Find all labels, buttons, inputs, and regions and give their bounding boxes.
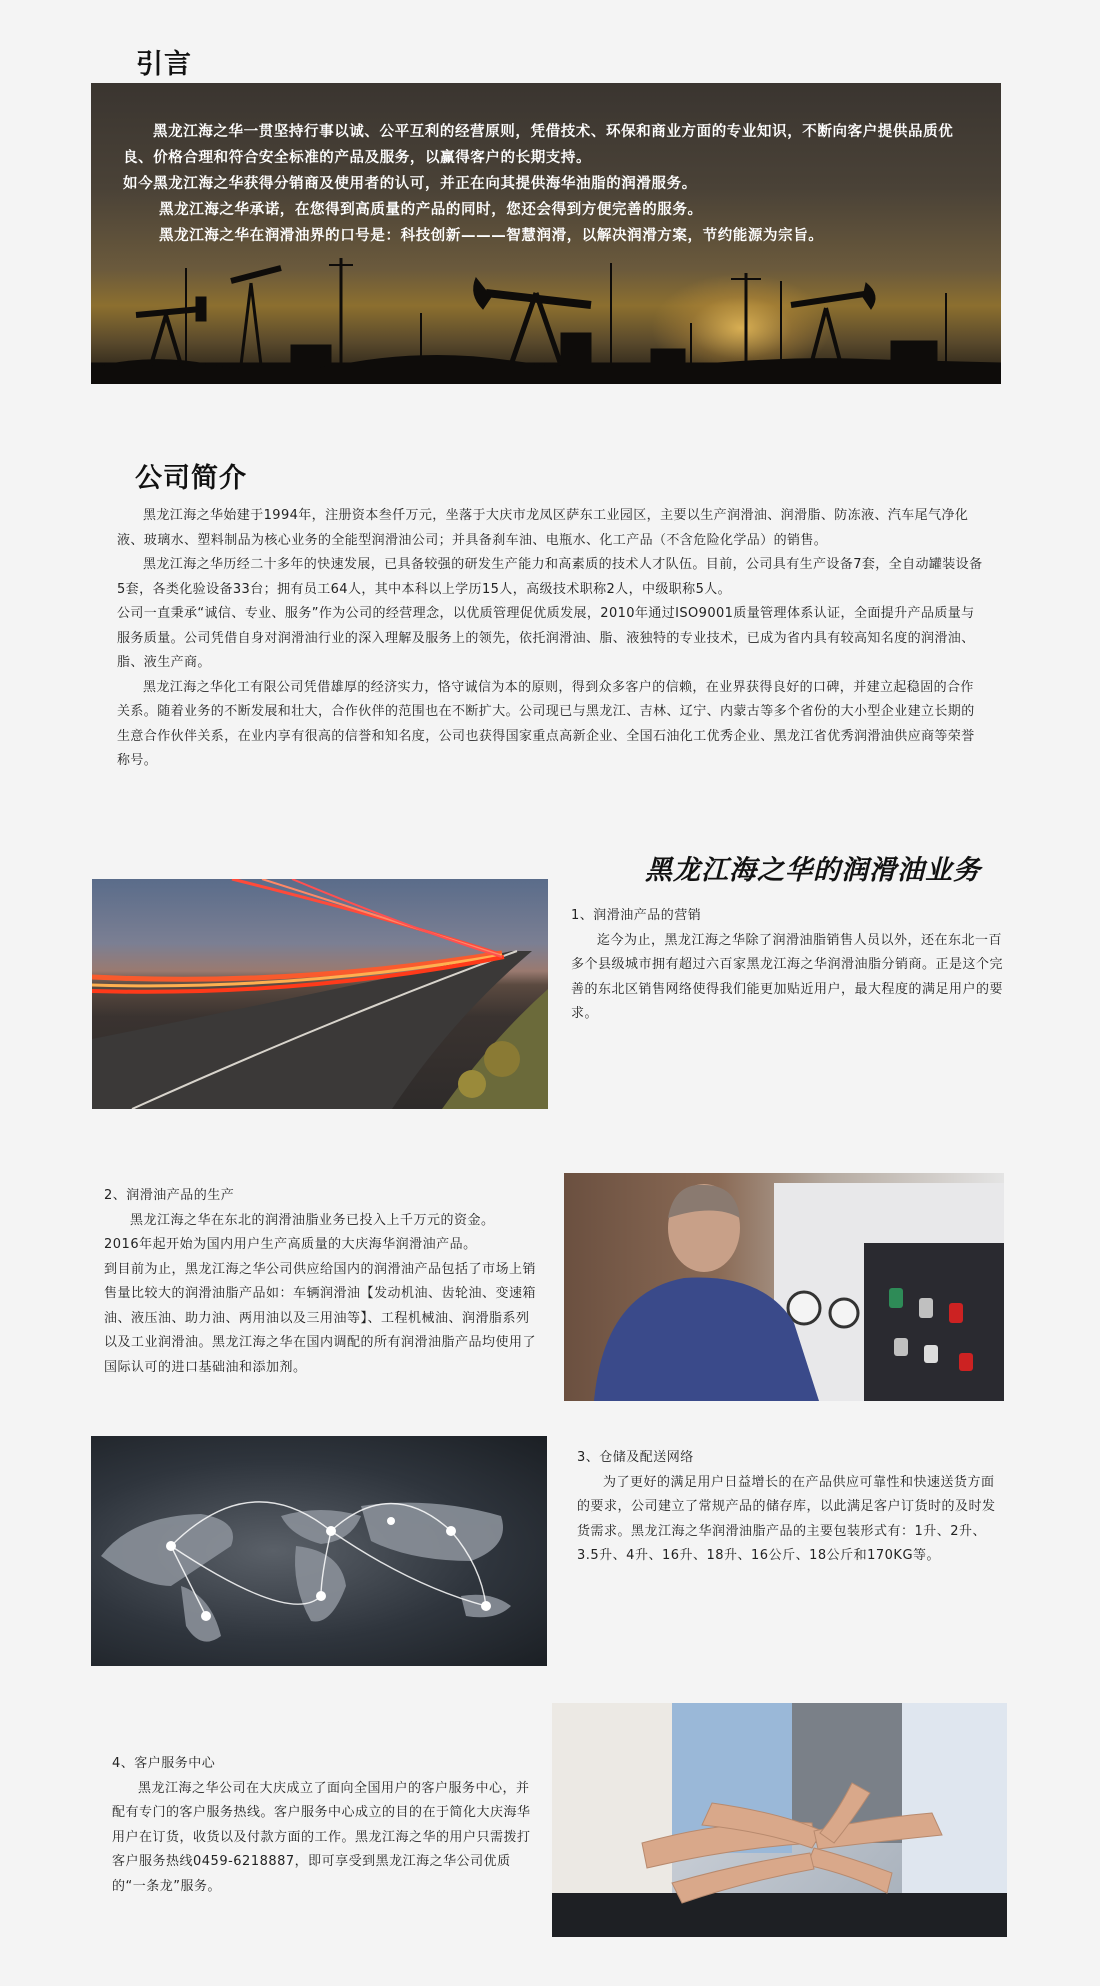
team-hands-image <box>552 1703 1007 1937</box>
profile-paragraph: 公司一直秉承“诚信、专业、服务”作为公司的经营理念，以优质管理促优质发展，2010年通过ISO9001质量管理体系认证，全面提升产品质量与服务质量。公司凭借自身对润滑油行业的深入理解及服务上的领先，依托润滑油、脂、液独特的专业技术，已成为省内具有较高知名度的润滑油、脂、液生产商。 <box>117 606 975 670</box>
business-item-warehousing <box>577 1446 1007 1569</box>
profile-paragraph: 黑龙江海之华化工有限公司凭借雄厚的经济实力，恪守诚信为本的原则，得到众多客户的信赖，在业界获得良好的口碑，并建立起稳固的合作关系。随着业务的不断发展和壮大，合作伙伴的范围也在不断扩大。公司现已与黑龙江、吉林、辽宁、内蒙古等多个省份的大小型企业建立长期的生意合作伙伴关系，在业内享有很高的信誉和知名度，公司也获得国家重点高新企业、全国石油化工优秀企业、黑龙江省优秀润滑油供应商等荣誉称号。 <box>117 679 975 768</box>
profile-heading: 公司简介 <box>135 463 247 494</box>
technician-image <box>564 1173 1004 1401</box>
profile-paragraph: 黑龙江海之华历经二十多年的快速发展，已具备较强的研发生产能力和高素质的技术人才队伍。目前，公司具有生产设备7套，全自动罐装设备5套，各类化验设备33台；拥有员工64人，其中本科以上学历15人，高级技术职称2人，中级职称5人。 <box>117 557 983 597</box>
business-item-marketing <box>571 904 1003 1027</box>
business-item-body: 黑龙江海之华在东北的润滑油脂业务已投入上千万元的资金。 <box>130 1212 495 1228</box>
business-item-title: 3、仓储及配送网络 <box>577 1450 694 1465</box>
world-network-map-image <box>91 1436 547 1666</box>
intro-banner <box>91 83 1001 384</box>
business-item-customer-service <box>112 1752 542 1899</box>
business-item-body: 为了更好的满足用户日益增长的在产品供应可靠性和快速送货方面的要求，公司建立了常规产品的储存库，以此满足客户订货时的及时发货需求。黑龙江海之华润滑油脂产品的主要包装形式有：1升、2升、3.5升、4升、16升、18升、16公斤、18公斤和170KG等。 <box>577 1474 996 1563</box>
profile-text-block <box>117 504 987 774</box>
intro-paragraph: 黑龙江海之华一贯坚持行事以诚、公平互利的经营原则，凭借技术、环保和商业方面的专业知识，不断向客户提供品质优良、价格合理和符合安全标准的产品及服务，以赢得客户的长期支持。 <box>123 124 954 166</box>
business-item-body: 迄今为止，黑龙江海之华除了润滑油脂销售人员以外，还在东北一百多个县级城市拥有超过六百家黑龙江海之华润滑油脂分销商。正是这个完善的东北区销售网络使得我们能更加贴近用户，最大程度的满足用户的要求。 <box>571 932 1004 1021</box>
profile-paragraph: 黑龙江海之华始建于1994年，注册资本叁仟万元，坐落于大庆市龙凤区萨东工业园区，主要以生产润滑油、润滑脂、防冻液、汽车尾气净化液、玻璃水、塑料制品为核心业务的全能型润滑油公司；并具备刹车油、电瓶水、化工产品（不含危险化学品）的销售。 <box>117 508 969 548</box>
intro-heading: 引言 <box>136 49 192 80</box>
business-item-body: 到目前为止，黑龙江海之华公司供应给国内的润滑油产品包括了市场上销售量比较大的润滑油脂产品如：车辆润滑油【发动机油、齿轮油、变速箱油、液压油、助力油、两用油以及三用油等】、工程机械油、润滑脂系列以及工业润滑油。黑龙江海之华在国内调配的所有润滑油脂产品均使用了国际认可的进口基础油和添加剂。 <box>104 1261 537 1375</box>
intro-text-block <box>123 119 983 249</box>
business-item-production <box>104 1184 536 1380</box>
intro-paragraph: 黑龙江海之华承诺，在您得到高质量的产品的同时，您还会得到方便完善的服务。 <box>159 202 703 218</box>
intro-paragraph: 如今黑龙江海之华获得分销商及使用者的认可，并正在向其提供海华油脂的润滑服务。 <box>123 176 697 192</box>
road-light-trail-image <box>92 879 548 1109</box>
business-heading: 黑龙江海之华的润滑油业务 <box>645 855 981 886</box>
business-item-title: 4、客户服务中心 <box>112 1756 216 1771</box>
intro-paragraph: 黑龙江海之华在润滑油界的口号是：科技创新———智慧润滑，以解决润滑方案，节约能源为宗旨。 <box>159 228 824 244</box>
business-item-body: 黑龙江海之华公司在大庆成立了面向全国用户的客户服务中心，并配有专门的客户服务热线。客户服务中心成立的目的在于简化大庆海华用户在订货，收货以及付款方面的工作。黑龙江海之华的用户只需拨打客户服务热线0459-6218887，即可享受到黑龙江海之华公司优质的“一条龙”服务。 <box>112 1780 531 1894</box>
business-item-title: 2、润滑油产品的生产 <box>104 1188 235 1203</box>
business-item-body: 2016年起开始为国内用户生产高质量的大庆海华润滑油产品。 <box>104 1237 477 1252</box>
business-item-title: 1、润滑油产品的营销 <box>571 908 702 923</box>
